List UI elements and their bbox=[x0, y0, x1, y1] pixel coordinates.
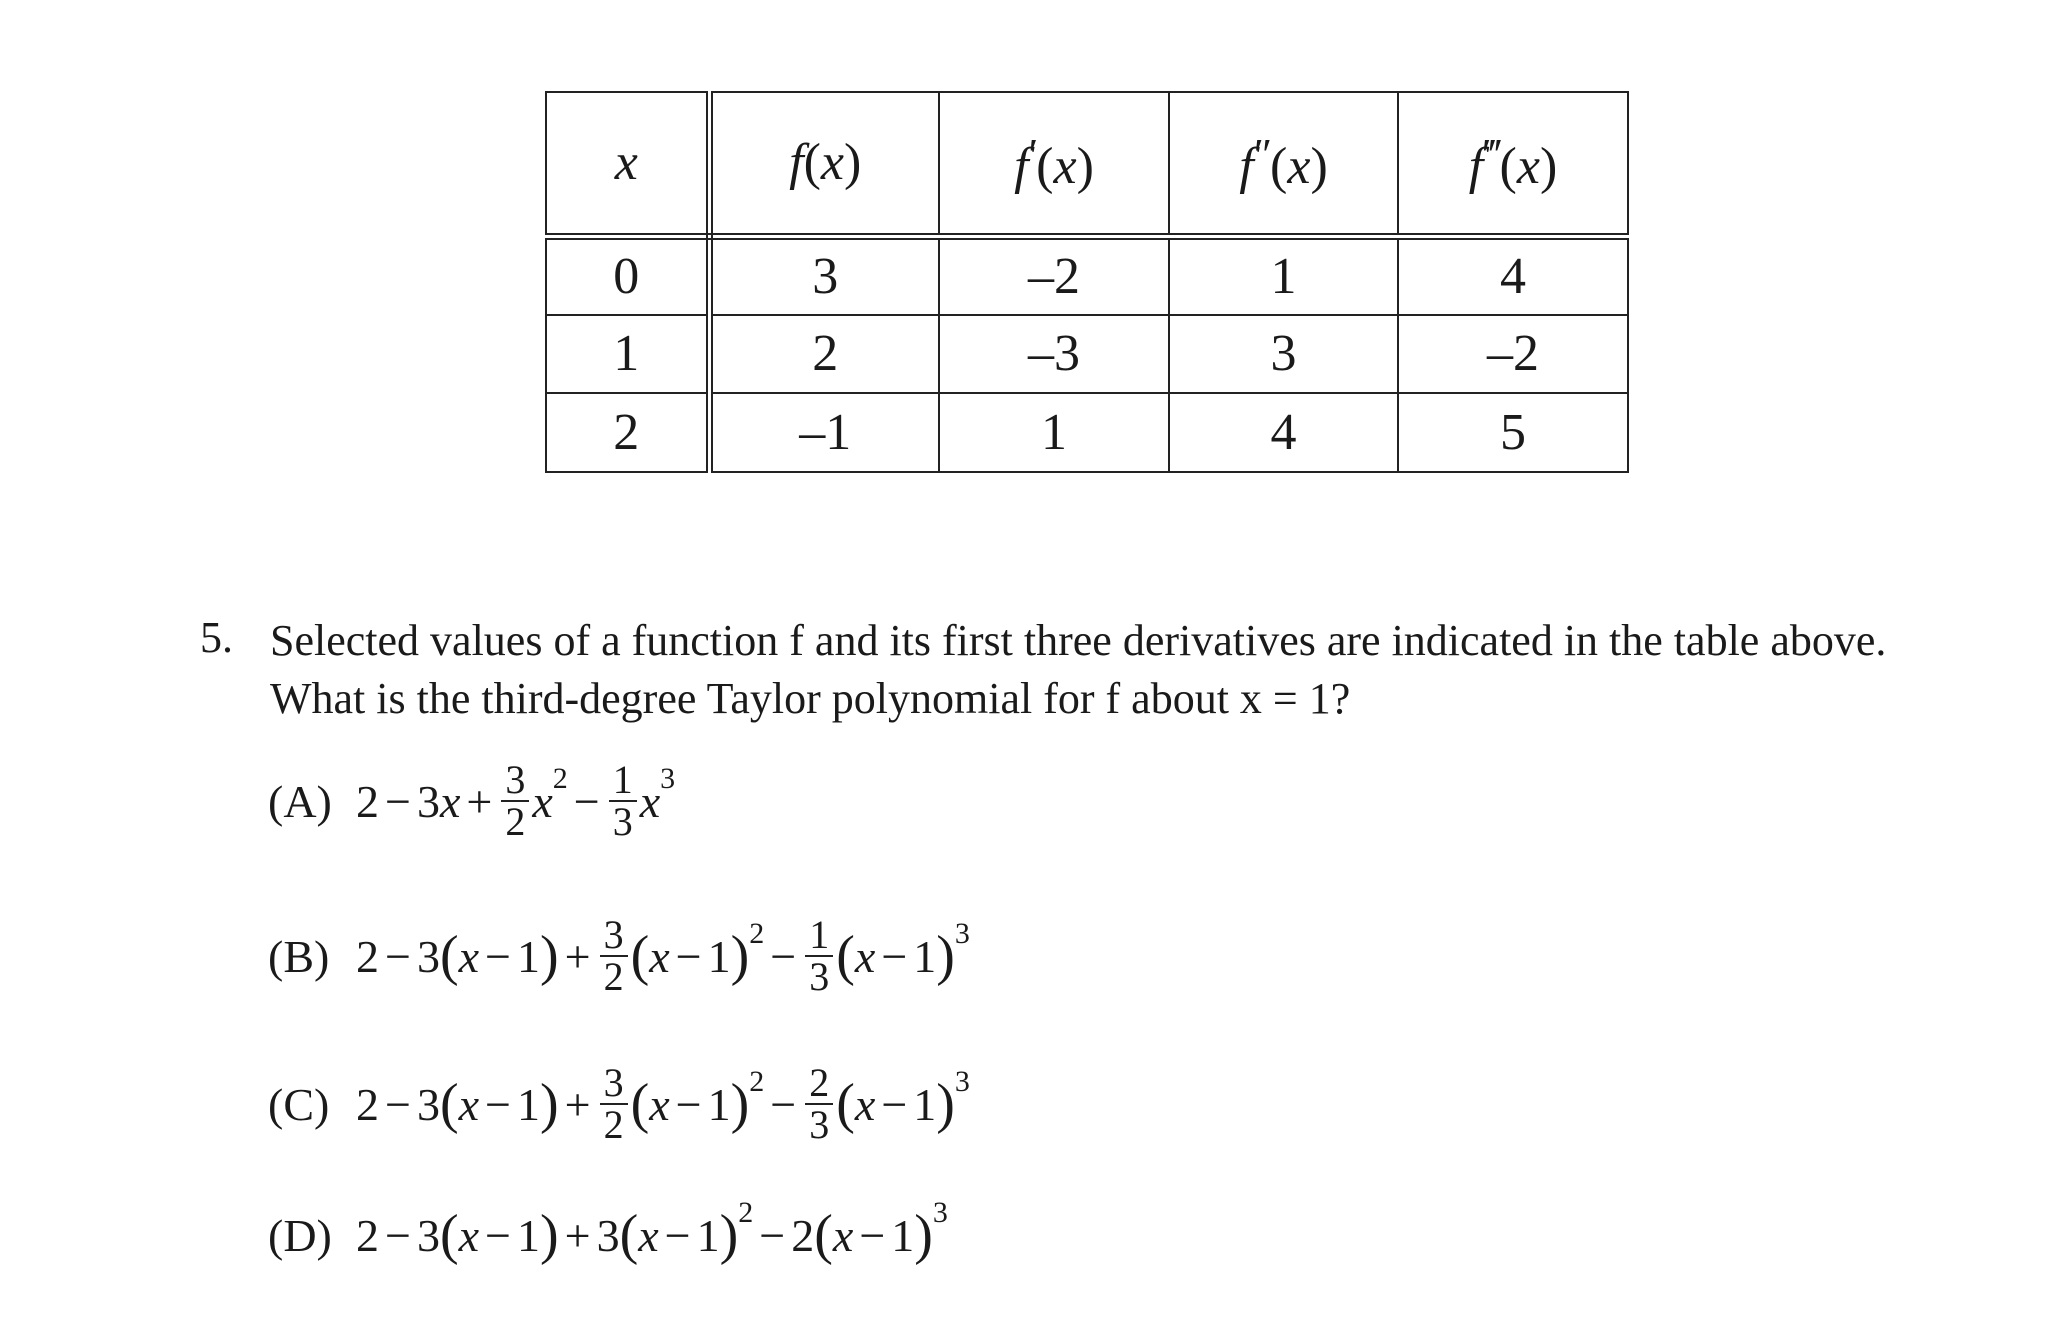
choice-letter: (D) bbox=[268, 1209, 332, 1261]
values-table bbox=[545, 91, 1629, 473]
fraction: $\frac{3}{2}$ bbox=[600, 1063, 628, 1145]
choice-expression: 2 − 3 ( x − 1 ) + $\frac{3}{2}$ ( x − 1 ) 2 − $\frac{1}{3}$ ( x − 1 ) 3 bbox=[356, 912, 970, 999]
question-text bbox=[270, 612, 2030, 728]
answer-choice-b[interactable] bbox=[268, 912, 970, 999]
table-cell: 2 bbox=[546, 393, 709, 472]
table-cell: 1 bbox=[939, 393, 1169, 472]
choice-expression: 2 − 3 x + $\frac{3}{2}$ x 2 − $\frac{1}{3}$ x 3 bbox=[356, 757, 676, 844]
table-cell: –3 bbox=[939, 315, 1169, 394]
table-cell: 3 bbox=[1169, 315, 1398, 394]
question-line-2: What is the third-degree Taylor polynomial for f about x = 1? bbox=[270, 674, 1351, 723]
table-cell: –2 bbox=[1398, 315, 1628, 394]
header-x: x bbox=[546, 92, 709, 236]
table-row bbox=[546, 236, 1628, 315]
table-header-row bbox=[546, 92, 1628, 236]
question-line-1: Selected values of a function f and its first three derivatives are indicated in the table above. bbox=[270, 616, 1887, 665]
fraction: $\frac{2}{3}$ bbox=[805, 1063, 833, 1145]
table-row bbox=[546, 393, 1628, 472]
header-f-prime: f′(x) bbox=[939, 92, 1169, 236]
table-cell: –2 bbox=[939, 236, 1169, 315]
table-cell: 4 bbox=[1398, 236, 1628, 315]
table-cell: 3 bbox=[709, 236, 939, 315]
table-cell: –1 bbox=[709, 393, 939, 472]
header-f: f(x) bbox=[709, 92, 939, 236]
table-cell: 1 bbox=[546, 315, 709, 394]
answer-choice-a[interactable] bbox=[268, 757, 676, 844]
fraction: $\frac{1}{3}$ bbox=[805, 915, 833, 997]
table-cell: 1 bbox=[1169, 236, 1398, 315]
choice-letter: (B) bbox=[268, 930, 330, 982]
table-cell: 4 bbox=[1169, 393, 1398, 472]
answer-choice-c[interactable] bbox=[268, 1060, 970, 1147]
fraction: $\frac{1}{3}$ bbox=[609, 760, 637, 842]
table-cell: 0 bbox=[546, 236, 709, 315]
choice-letter: (A) bbox=[268, 775, 332, 827]
answer-choice-d[interactable] bbox=[268, 1196, 948, 1267]
header-f-triple-prime: f‴(x) bbox=[1398, 92, 1628, 236]
question-number: 5. bbox=[200, 613, 233, 662]
table-cell: 2 bbox=[709, 315, 939, 394]
choice-expression: 2 − 3 ( x − 1 ) + 3 ( x − 1 ) 2 − 2 ( x − 1 ) 3 bbox=[356, 1196, 948, 1266]
fraction: $\frac{3}{2}$ bbox=[501, 760, 529, 842]
choice-letter: (C) bbox=[268, 1078, 330, 1130]
header-f-double-prime: f″(x) bbox=[1169, 92, 1398, 236]
choice-expression: 2 − 3 ( x − 1 ) + $\frac{3}{2}$ ( x − 1 ) 2 − $\frac{2}{3}$ ( x − 1 ) 3 bbox=[356, 1060, 970, 1147]
table-row bbox=[546, 315, 1628, 394]
fraction: $\frac{3}{2}$ bbox=[600, 915, 628, 997]
table-cell: 5 bbox=[1398, 393, 1628, 472]
